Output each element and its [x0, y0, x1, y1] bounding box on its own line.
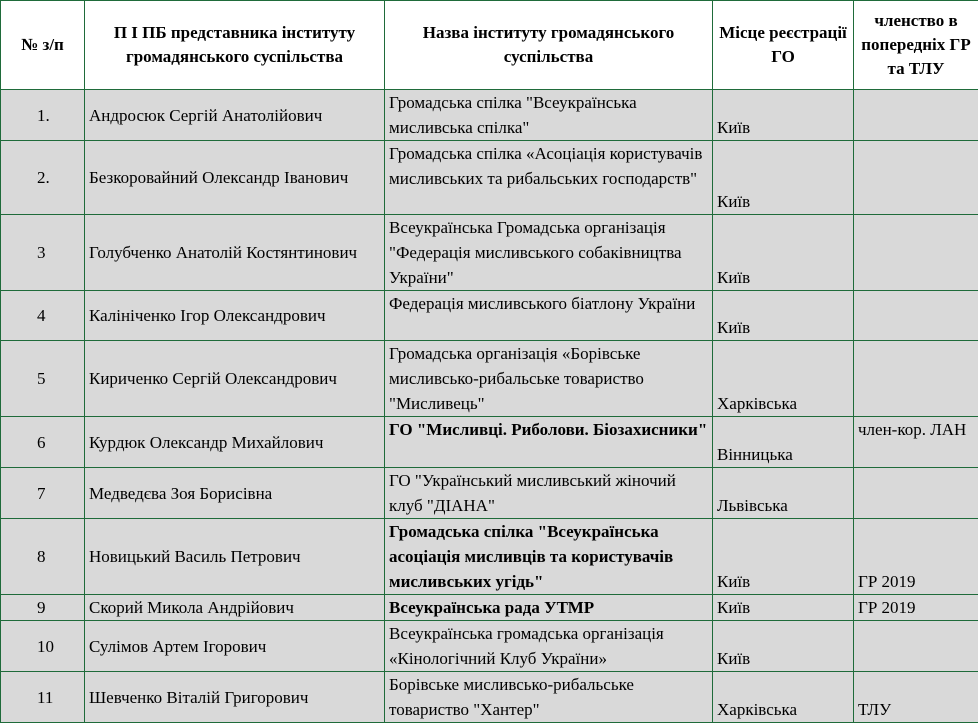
- row-institute: Всеукраїнська рада УТМР: [385, 595, 713, 621]
- row-num: 2.: [1, 141, 85, 215]
- row-institute: Всеукраїнська громадська організація «Кінологічний Клуб України»: [385, 621, 713, 672]
- row-name: Скорий Микола Андрійович: [85, 595, 385, 621]
- row-membership: член-кор. ЛАН: [854, 417, 978, 468]
- row-institute: Федерація мисливського біатлону України: [385, 291, 713, 341]
- row-membership: [854, 341, 978, 417]
- row-place: Київ: [713, 90, 854, 141]
- table-row: [1, 215, 978, 291]
- row-institute: Борівське мисливсько-рибальське товариство "Хантер": [385, 672, 713, 723]
- row-membership: [854, 215, 978, 291]
- row-num: 7: [1, 468, 85, 519]
- header-row: [1, 1, 978, 90]
- row-membership: ТЛУ: [854, 672, 978, 723]
- table-row: [1, 468, 978, 519]
- row-membership: ГР 2019: [854, 519, 978, 595]
- row-place: Київ: [713, 291, 854, 341]
- row-membership: [854, 291, 978, 341]
- row-place: Вінницька: [713, 417, 854, 468]
- row-name: Сулімов Артем Ігорович: [85, 621, 385, 672]
- row-institute: Громадська організація «Борівське мисливсько-рибальське товариство "Мисливець": [385, 341, 713, 417]
- row-num: 10: [1, 621, 85, 672]
- table-row: [1, 417, 978, 468]
- row-institute: Громадська спілка "Всеукраїнська мисливська спілка": [385, 90, 713, 141]
- row-name: Андросюк Сергій Анатолійович: [85, 90, 385, 141]
- row-name: Курдюк Олександр Михайлович: [85, 417, 385, 468]
- row-place: Київ: [713, 621, 854, 672]
- header-institute: Назва інституту громадянського суспільства: [385, 1, 713, 90]
- row-institute: Громадська спілка "Всеукраїнська асоціація мисливців та користувачів мисливських угідь": [385, 519, 713, 595]
- row-num: 4: [1, 291, 85, 341]
- table-row: [1, 90, 978, 141]
- row-name: Голубченко Анатолій Костянтинович: [85, 215, 385, 291]
- row-name: Кириченко Сергій Олександрович: [85, 341, 385, 417]
- row-name: Калініченко Ігор Олександрович: [85, 291, 385, 341]
- row-membership: ГР 2019: [854, 595, 978, 621]
- row-membership: [854, 621, 978, 672]
- row-place: Харківська: [713, 341, 854, 417]
- row-membership: [854, 468, 978, 519]
- row-institute: Всеукраїнська Громадська організація "Федерація мисливського собаківництва України": [385, 215, 713, 291]
- row-num: 11: [1, 672, 85, 723]
- row-membership: [854, 141, 978, 215]
- table-row: [1, 595, 978, 621]
- row-num: 1.: [1, 90, 85, 141]
- header-name: П І ПБ представника інституту громадянського суспільства: [85, 1, 385, 90]
- header-membership: членство в попередніх ГР та ТЛУ: [854, 1, 978, 90]
- header-num: № з/п: [1, 1, 85, 90]
- row-place: Київ: [713, 215, 854, 291]
- table-row: [1, 141, 978, 215]
- table-row: [1, 341, 978, 417]
- row-institute: ГО "Український мисливський жіночий клуб "ДІАНА": [385, 468, 713, 519]
- row-place: Львівська: [713, 468, 854, 519]
- row-num: 6: [1, 417, 85, 468]
- header-place: Місце реєстрації ГО: [713, 1, 854, 90]
- table-row: [1, 672, 978, 723]
- row-num: 8: [1, 519, 85, 595]
- row-num: 3: [1, 215, 85, 291]
- row-name: Новицький Василь Петрович: [85, 519, 385, 595]
- row-name: Безкоровайний Олександр Іванович: [85, 141, 385, 215]
- row-place: Харківська: [713, 672, 854, 723]
- row-place: Київ: [713, 595, 854, 621]
- row-membership: [854, 90, 978, 141]
- row-num: 5: [1, 341, 85, 417]
- table-row: [1, 519, 978, 595]
- row-institute: ГО "Мисливці. Риболови. Біозахисники": [385, 417, 713, 468]
- row-institute: Громадська спілка «Асоціація користувачів мисливських та рибальських господарств": [385, 141, 713, 215]
- row-num: 9: [1, 595, 85, 621]
- row-name: Медведєва Зоя Борисівна: [85, 468, 385, 519]
- row-place: Київ: [713, 519, 854, 595]
- row-place: Київ: [713, 141, 854, 215]
- table-row: [1, 291, 978, 341]
- table-row: [1, 621, 978, 672]
- row-name: Шевченко Віталій Григорович: [85, 672, 385, 723]
